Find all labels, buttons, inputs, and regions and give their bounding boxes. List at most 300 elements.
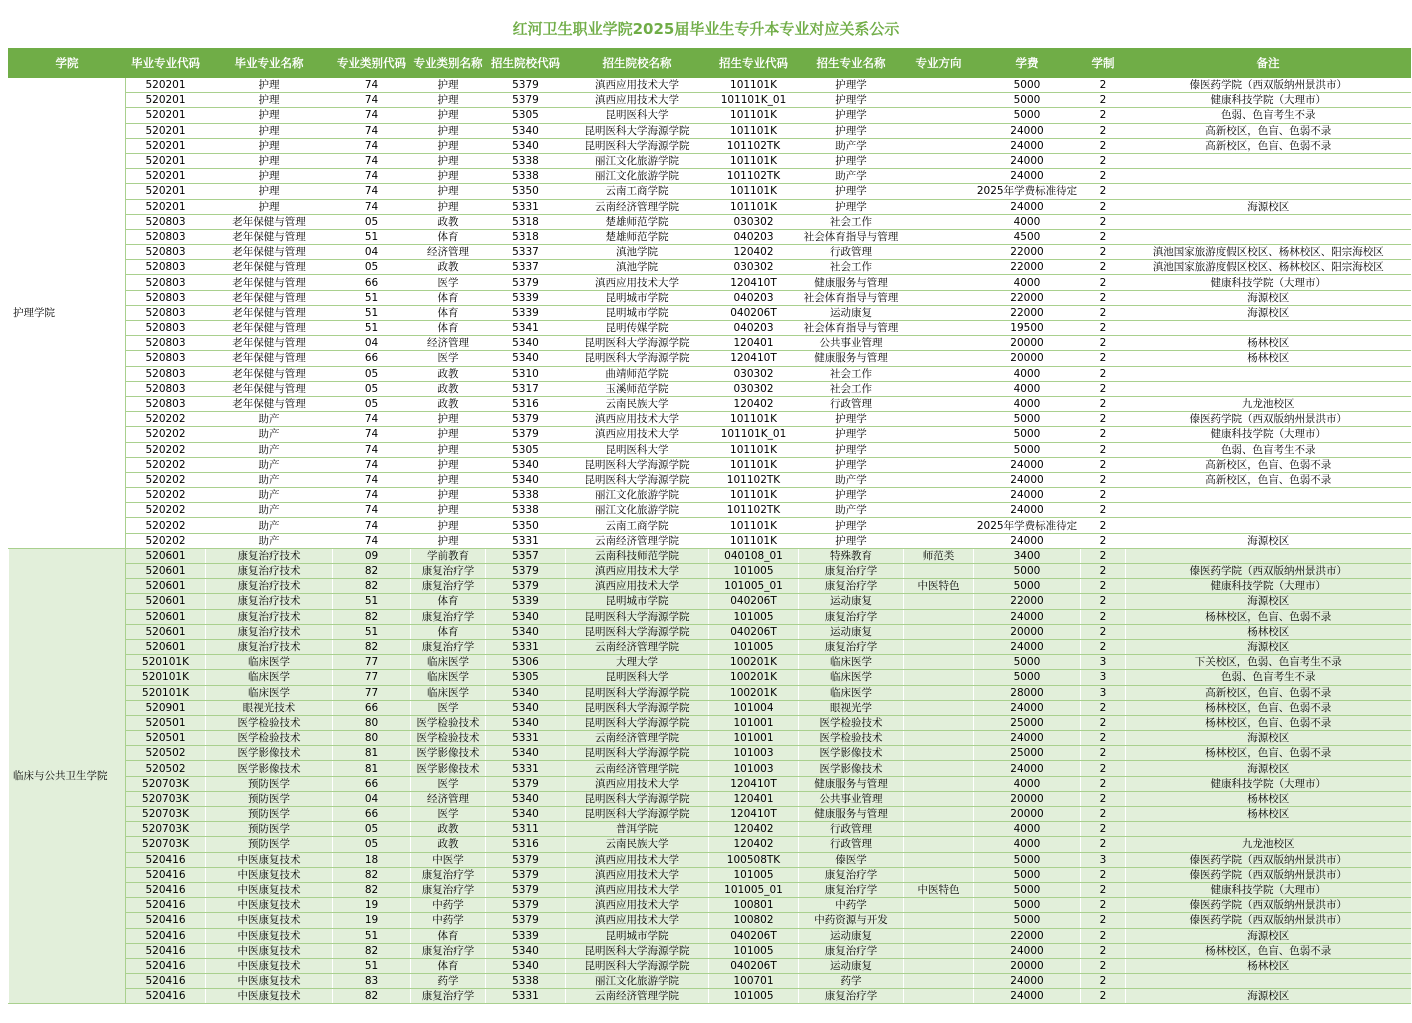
school-name-cell: 昆明医科大学海源学院 [566, 457, 709, 472]
remark-cell: 杨林校区，色盲、色弱不录 [1126, 609, 1411, 624]
school-code-cell: 5338 [486, 974, 566, 989]
duration-cell: 2 [1081, 761, 1126, 776]
school-name-cell: 云南民族大学 [566, 396, 709, 411]
enroll-major-name-cell: 临床医学 [799, 655, 904, 670]
school-name-cell: 滇西应用技术大学 [566, 275, 709, 290]
college-cell: 临床与公共卫生学院 [9, 548, 126, 1004]
enroll-major-name-cell: 运动康复 [799, 624, 904, 639]
school-name-cell: 昆明传媒学院 [566, 321, 709, 336]
grad-major-code-cell: 520601 [126, 579, 206, 594]
grad-major-name-cell: 中医康复技术 [206, 913, 333, 928]
duration-cell: 2 [1081, 579, 1126, 594]
direction-cell [904, 609, 974, 624]
college-cell: 护理学院 [9, 78, 126, 549]
direction-cell [904, 958, 974, 973]
table-row [9, 412, 1411, 427]
direction-cell [904, 488, 974, 503]
grad-major-name-cell: 护理 [206, 123, 333, 138]
category-name-cell: 护理 [411, 123, 486, 138]
tuition-cell: 5000 [974, 852, 1081, 867]
duration-cell: 2 [1081, 746, 1126, 761]
enroll-major-name-cell: 康复治疗学 [799, 882, 904, 897]
remark-cell: 海源校区 [1126, 928, 1411, 943]
grad-major-name-cell: 中医康复技术 [206, 898, 333, 913]
grad-major-name-cell: 老年保健与管理 [206, 351, 333, 366]
remark-cell: 色弱、色盲考生不录 [1126, 670, 1411, 685]
school-name-cell: 昆明医科大学海源学院 [566, 123, 709, 138]
school-code-cell: 5340 [486, 791, 566, 806]
enroll-major-code-cell: 120410T [709, 807, 799, 822]
school-name-cell: 滇西应用技术大学 [566, 867, 709, 882]
remark-cell: 海源校区 [1126, 305, 1411, 320]
direction-cell [904, 381, 974, 396]
grad-major-name-cell: 预防医学 [206, 837, 333, 852]
grad-major-name-cell: 医学影像技术 [206, 746, 333, 761]
tuition-cell: 24000 [974, 138, 1081, 153]
grad-major-name-cell: 助产 [206, 427, 333, 442]
grad-major-code-cell: 520803 [126, 381, 206, 396]
col-header-grad-major-name: 毕业专业名称 [206, 49, 333, 78]
grad-major-code-cell: 520803 [126, 290, 206, 305]
remark-cell: 海源校区 [1126, 594, 1411, 609]
school-name-cell: 玉溪师范学院 [566, 381, 709, 396]
remark-cell: 杨林校区 [1126, 336, 1411, 351]
table-row [9, 746, 1411, 761]
direction-cell [904, 685, 974, 700]
school-name-cell: 昆明医科大学 [566, 108, 709, 123]
remark-cell [1126, 169, 1411, 184]
mapping-table [8, 48, 1411, 1004]
enroll-major-name-cell: 护理学 [799, 184, 904, 199]
enroll-major-name-cell: 康复治疗学 [799, 564, 904, 579]
school-code-cell: 5311 [486, 822, 566, 837]
grad-major-name-cell: 护理 [206, 184, 333, 199]
category-name-cell: 护理 [411, 108, 486, 123]
category-code-cell: 74 [333, 78, 411, 93]
remark-cell: 傣医药学院（西双版纳州景洪市） [1126, 867, 1411, 882]
table-row [9, 169, 1411, 184]
school-code-cell: 5340 [486, 807, 566, 822]
school-code-cell: 5340 [486, 472, 566, 487]
table-row [9, 974, 1411, 989]
table-row [9, 958, 1411, 973]
grad-major-name-cell: 老年保健与管理 [206, 396, 333, 411]
grad-major-name-cell: 老年保健与管理 [206, 260, 333, 275]
col-header-category-code: 专业类别代码 [333, 49, 411, 78]
direction-cell [904, 761, 974, 776]
remark-cell: 杨林校区 [1126, 351, 1411, 366]
enroll-major-name-cell: 社会工作 [799, 260, 904, 275]
category-name-cell: 临床医学 [411, 685, 486, 700]
school-name-cell: 云南经济管理学院 [566, 731, 709, 746]
remark-cell: 海源校区 [1126, 761, 1411, 776]
school-code-cell: 5379 [486, 579, 566, 594]
direction-cell [904, 594, 974, 609]
table-row [9, 184, 1411, 199]
grad-major-code-cell: 520416 [126, 974, 206, 989]
category-code-cell: 09 [333, 548, 411, 563]
category-name-cell: 护理 [411, 169, 486, 184]
direction-cell [904, 639, 974, 654]
school-code-cell: 5331 [486, 731, 566, 746]
category-code-cell: 19 [333, 898, 411, 913]
grad-major-code-cell: 520803 [126, 214, 206, 229]
grad-major-name-cell: 预防医学 [206, 776, 333, 791]
enroll-major-code-cell: 040108_01 [709, 548, 799, 563]
enroll-major-code-cell: 100801 [709, 898, 799, 913]
table-row [9, 199, 1411, 214]
grad-major-code-cell: 520202 [126, 518, 206, 533]
enroll-major-name-cell: 健康服务与管理 [799, 275, 904, 290]
table-row [9, 655, 1411, 670]
category-code-cell: 05 [333, 381, 411, 396]
school-code-cell: 5317 [486, 381, 566, 396]
enroll-major-code-cell: 101101K [709, 153, 799, 168]
enroll-major-code-cell: 101101K_01 [709, 93, 799, 108]
category-name-cell: 经济管理 [411, 791, 486, 806]
enroll-major-name-cell: 护理学 [799, 457, 904, 472]
grad-major-code-cell: 520201 [126, 93, 206, 108]
table-row [9, 822, 1411, 837]
school-name-cell: 丽江文化旅游学院 [566, 503, 709, 518]
direction-cell [904, 184, 974, 199]
grad-major-name-cell: 中医康复技术 [206, 974, 333, 989]
table-row [9, 351, 1411, 366]
grad-major-name-cell: 护理 [206, 153, 333, 168]
school-name-cell: 昆明医科大学海源学院 [566, 609, 709, 624]
remark-cell: 高新校区，色盲、色弱不录 [1126, 685, 1411, 700]
category-code-cell: 74 [333, 199, 411, 214]
grad-major-code-cell: 520201 [126, 184, 206, 199]
tuition-cell: 28000 [974, 685, 1081, 700]
category-name-cell: 护理 [411, 78, 486, 93]
duration-cell: 2 [1081, 791, 1126, 806]
school-name-cell: 云南经济管理学院 [566, 199, 709, 214]
table-row [9, 275, 1411, 290]
table-row [9, 852, 1411, 867]
category-name-cell: 护理 [411, 93, 486, 108]
table-row [9, 442, 1411, 457]
category-name-cell: 医学检验技术 [411, 715, 486, 730]
enroll-major-code-cell: 040206T [709, 594, 799, 609]
enroll-major-code-cell: 101101K [709, 518, 799, 533]
school-code-cell: 5340 [486, 715, 566, 730]
category-code-cell: 74 [333, 412, 411, 427]
tuition-cell: 20000 [974, 958, 1081, 973]
duration-cell: 2 [1081, 396, 1126, 411]
category-code-cell: 04 [333, 245, 411, 260]
school-code-cell: 5379 [486, 427, 566, 442]
col-header-duration: 学制 [1081, 49, 1126, 78]
grad-major-name-cell: 中医康复技术 [206, 958, 333, 973]
category-code-cell: 74 [333, 123, 411, 138]
school-name-cell: 滇西应用技术大学 [566, 93, 709, 108]
enroll-major-name-cell: 运动康复 [799, 305, 904, 320]
tuition-cell: 4000 [974, 214, 1081, 229]
enroll-major-code-cell: 101101K [709, 533, 799, 548]
table-row [9, 488, 1411, 503]
category-code-cell: 74 [333, 533, 411, 548]
category-code-cell: 82 [333, 609, 411, 624]
enroll-major-code-cell: 040206T [709, 958, 799, 973]
enroll-major-name-cell: 中药学 [799, 898, 904, 913]
school-code-cell: 5338 [486, 503, 566, 518]
category-code-cell: 04 [333, 336, 411, 351]
direction-cell: 中医特色 [904, 579, 974, 594]
category-name-cell: 康复治疗学 [411, 989, 486, 1004]
table-row [9, 807, 1411, 822]
remark-cell: 九龙池校区 [1126, 396, 1411, 411]
school-name-cell: 滇西应用技术大学 [566, 579, 709, 594]
remark-cell: 海源校区 [1126, 533, 1411, 548]
school-name-cell: 昆明医科大学海源学院 [566, 336, 709, 351]
table-row [9, 731, 1411, 746]
school-code-cell: 5340 [486, 351, 566, 366]
grad-major-name-cell: 医学检验技术 [206, 715, 333, 730]
table-row [9, 93, 1411, 108]
grad-major-name-cell: 康复治疗技术 [206, 594, 333, 609]
direction-cell [904, 518, 974, 533]
grad-major-code-cell: 520416 [126, 898, 206, 913]
school-code-cell: 5340 [486, 609, 566, 624]
school-code-cell: 5379 [486, 275, 566, 290]
enroll-major-code-cell: 101101K [709, 108, 799, 123]
duration-cell: 2 [1081, 943, 1126, 958]
category-code-cell: 80 [333, 715, 411, 730]
direction-cell [904, 776, 974, 791]
duration-cell: 2 [1081, 442, 1126, 457]
tuition-cell: 24000 [974, 503, 1081, 518]
school-name-cell: 昆明医科大学海源学院 [566, 807, 709, 822]
grad-major-code-cell: 520202 [126, 412, 206, 427]
remark-cell: 健康科技学院（大理市） [1126, 275, 1411, 290]
tuition-cell: 22000 [974, 290, 1081, 305]
grad-major-code-cell: 520703K [126, 776, 206, 791]
direction-cell [904, 396, 974, 411]
grad-major-code-cell: 520201 [126, 138, 206, 153]
tuition-cell: 20000 [974, 336, 1081, 351]
tuition-cell: 20000 [974, 624, 1081, 639]
grad-major-code-cell: 520803 [126, 275, 206, 290]
grad-major-name-cell: 护理 [206, 138, 333, 153]
enroll-major-name-cell: 助产学 [799, 169, 904, 184]
duration-cell: 2 [1081, 336, 1126, 351]
duration-cell: 2 [1081, 229, 1126, 244]
remark-cell: 杨林校区，色盲、色弱不录 [1126, 746, 1411, 761]
grad-major-name-cell: 预防医学 [206, 791, 333, 806]
category-code-cell: 82 [333, 867, 411, 882]
enroll-major-name-cell: 社会体育指导与管理 [799, 321, 904, 336]
table-row [9, 913, 1411, 928]
tuition-cell: 5000 [974, 564, 1081, 579]
table-row [9, 108, 1411, 123]
grad-major-name-cell: 中医康复技术 [206, 943, 333, 958]
category-code-cell: 05 [333, 366, 411, 381]
grad-major-code-cell: 520803 [126, 396, 206, 411]
table-row [9, 138, 1411, 153]
school-name-cell: 滇西应用技术大学 [566, 564, 709, 579]
category-name-cell: 护理 [411, 138, 486, 153]
direction-cell: 师范类 [904, 548, 974, 563]
enroll-major-code-cell: 101005 [709, 564, 799, 579]
remark-cell: 杨林校区，色盲、色弱不录 [1126, 943, 1411, 958]
grad-major-code-cell: 520601 [126, 564, 206, 579]
remark-cell: 高新校区，色盲、色弱不录 [1126, 138, 1411, 153]
school-code-cell: 5339 [486, 305, 566, 320]
duration-cell: 2 [1081, 457, 1126, 472]
school-name-cell: 滇西应用技术大学 [566, 776, 709, 791]
tuition-cell: 24000 [974, 639, 1081, 654]
grad-major-name-cell: 老年保健与管理 [206, 214, 333, 229]
table-row [9, 624, 1411, 639]
grad-major-code-cell: 520416 [126, 913, 206, 928]
table-row [9, 533, 1411, 548]
duration-cell: 3 [1081, 655, 1126, 670]
tuition-cell: 5000 [974, 867, 1081, 882]
direction-cell [904, 123, 974, 138]
tuition-cell: 4000 [974, 366, 1081, 381]
direction-cell [904, 427, 974, 442]
enroll-major-name-cell: 助产学 [799, 472, 904, 487]
direction-cell [904, 108, 974, 123]
category-name-cell: 学前教育 [411, 548, 486, 563]
school-name-cell: 滇西应用技术大学 [566, 427, 709, 442]
enroll-major-name-cell: 护理学 [799, 442, 904, 457]
duration-cell: 2 [1081, 989, 1126, 1004]
enroll-major-name-cell: 健康服务与管理 [799, 351, 904, 366]
enroll-major-code-cell: 030302 [709, 366, 799, 381]
direction-cell [904, 153, 974, 168]
duration-cell: 2 [1081, 169, 1126, 184]
tuition-cell: 25000 [974, 746, 1081, 761]
category-name-cell: 临床医学 [411, 670, 486, 685]
table-row [9, 867, 1411, 882]
direction-cell [904, 305, 974, 320]
grad-major-name-cell: 护理 [206, 169, 333, 184]
category-name-cell: 中药学 [411, 913, 486, 928]
tuition-cell: 24000 [974, 457, 1081, 472]
grad-major-name-cell: 助产 [206, 503, 333, 518]
enroll-major-code-cell: 120402 [709, 822, 799, 837]
tuition-cell: 24000 [974, 974, 1081, 989]
enroll-major-name-cell: 康复治疗学 [799, 867, 904, 882]
category-code-cell: 51 [333, 624, 411, 639]
duration-cell: 2 [1081, 93, 1126, 108]
direction-cell [904, 913, 974, 928]
direction-cell [904, 229, 974, 244]
col-header-direction: 专业方向 [904, 49, 974, 78]
grad-major-code-cell: 520803 [126, 366, 206, 381]
school-name-cell: 昆明医科大学海源学院 [566, 746, 709, 761]
grad-major-code-cell: 520703K [126, 822, 206, 837]
enroll-major-code-cell: 100802 [709, 913, 799, 928]
grad-major-code-cell: 520703K [126, 791, 206, 806]
enroll-major-code-cell: 101101K [709, 457, 799, 472]
grad-major-code-cell: 520803 [126, 260, 206, 275]
remark-cell: 杨林校区 [1126, 958, 1411, 973]
duration-cell: 2 [1081, 639, 1126, 654]
category-name-cell: 政教 [411, 366, 486, 381]
category-code-cell: 74 [333, 184, 411, 199]
school-name-cell: 楚雄师范学院 [566, 214, 709, 229]
school-code-cell: 5338 [486, 153, 566, 168]
tuition-cell: 22000 [974, 260, 1081, 275]
duration-cell: 2 [1081, 321, 1126, 336]
tuition-cell: 24000 [974, 533, 1081, 548]
direction-cell [904, 564, 974, 579]
grad-major-code-cell: 520202 [126, 503, 206, 518]
grad-major-code-cell: 520803 [126, 351, 206, 366]
tuition-cell: 5000 [974, 93, 1081, 108]
duration-cell: 2 [1081, 822, 1126, 837]
category-name-cell: 康复治疗学 [411, 579, 486, 594]
tuition-cell: 5000 [974, 442, 1081, 457]
category-code-cell: 74 [333, 93, 411, 108]
direction-cell [904, 321, 974, 336]
direction-cell [904, 670, 974, 685]
table-row [9, 685, 1411, 700]
category-name-cell: 医学 [411, 351, 486, 366]
duration-cell: 2 [1081, 427, 1126, 442]
school-code-cell: 5340 [486, 700, 566, 715]
enroll-major-name-cell: 护理学 [799, 108, 904, 123]
table-row [9, 260, 1411, 275]
school-code-cell: 5316 [486, 837, 566, 852]
duration-cell: 2 [1081, 609, 1126, 624]
category-name-cell: 护理 [411, 518, 486, 533]
enroll-major-name-cell: 护理学 [799, 93, 904, 108]
tuition-cell: 5000 [974, 898, 1081, 913]
remark-cell [1126, 974, 1411, 989]
tuition-cell: 22000 [974, 305, 1081, 320]
enroll-major-code-cell: 100701 [709, 974, 799, 989]
grad-major-name-cell: 康复治疗技术 [206, 579, 333, 594]
direction-cell [904, 290, 974, 305]
grad-major-name-cell: 预防医学 [206, 822, 333, 837]
school-code-cell: 5331 [486, 989, 566, 1004]
school-name-cell: 昆明医科大学海源学院 [566, 138, 709, 153]
remark-cell: 傣医药学院（西双版纳州景洪市） [1126, 78, 1411, 93]
duration-cell: 2 [1081, 928, 1126, 943]
remark-cell: 海源校区 [1126, 989, 1411, 1004]
direction-cell [904, 807, 974, 822]
school-code-cell: 5340 [486, 958, 566, 973]
category-name-cell: 康复治疗学 [411, 609, 486, 624]
enroll-major-name-cell: 康复治疗学 [799, 943, 904, 958]
duration-cell: 2 [1081, 974, 1126, 989]
enroll-major-name-cell: 护理学 [799, 78, 904, 93]
duration-cell: 2 [1081, 351, 1126, 366]
col-header-category-name: 专业类别名称 [411, 49, 486, 78]
grad-major-code-cell: 520803 [126, 305, 206, 320]
duration-cell: 2 [1081, 594, 1126, 609]
school-name-cell: 滇西应用技术大学 [566, 852, 709, 867]
direction-cell [904, 412, 974, 427]
category-code-cell: 05 [333, 822, 411, 837]
category-name-cell: 护理 [411, 153, 486, 168]
tuition-cell: 4000 [974, 396, 1081, 411]
school-code-cell: 5340 [486, 685, 566, 700]
category-name-cell: 中医学 [411, 852, 486, 867]
category-name-cell: 体育 [411, 305, 486, 320]
remark-cell: 健康科技学院（大理市） [1126, 579, 1411, 594]
tuition-cell: 5000 [974, 670, 1081, 685]
enroll-major-code-cell: 101005 [709, 867, 799, 882]
tuition-cell: 5000 [974, 579, 1081, 594]
grad-major-code-cell: 520202 [126, 472, 206, 487]
enroll-major-code-cell: 100201K [709, 655, 799, 670]
category-name-cell: 经济管理 [411, 245, 486, 260]
